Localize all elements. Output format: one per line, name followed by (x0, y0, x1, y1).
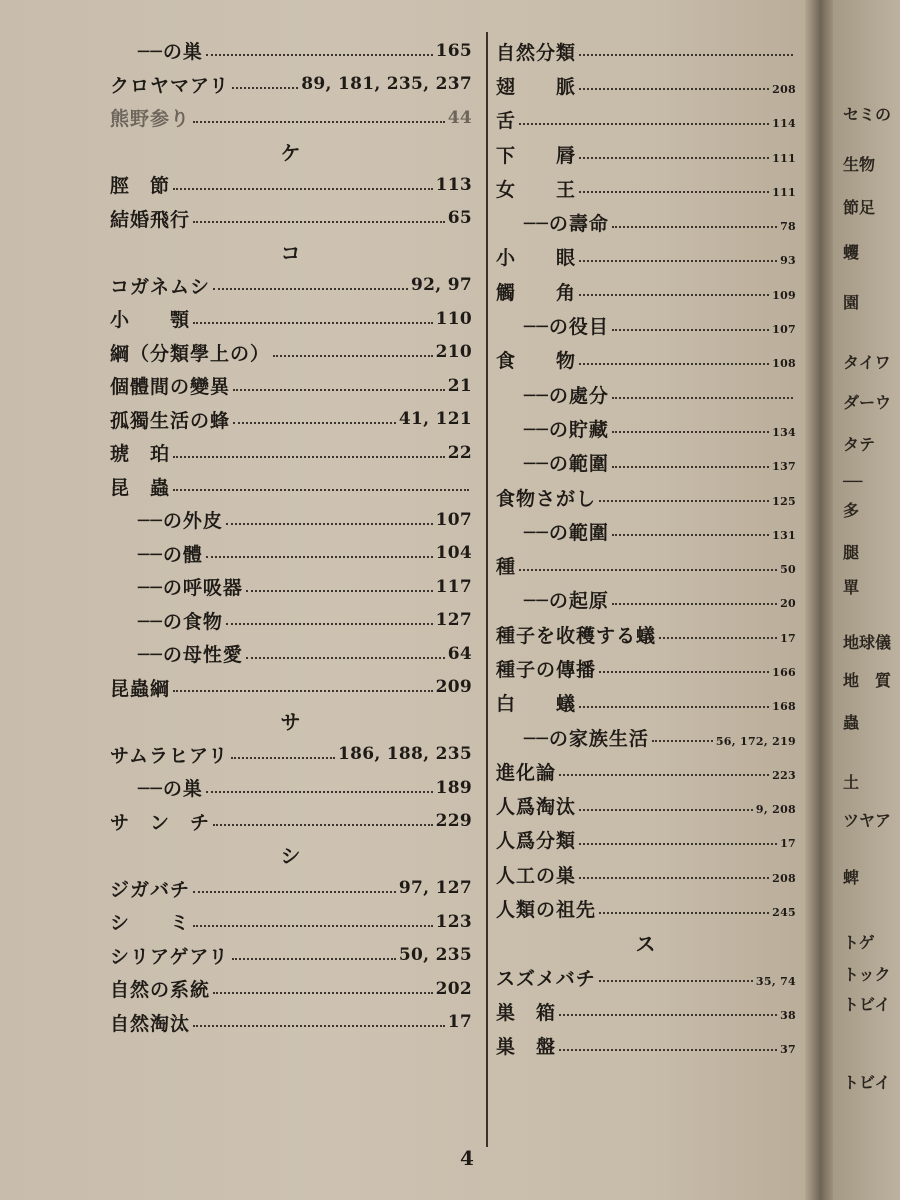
page-references: 9, 208 (755, 803, 796, 817)
leader-dots (559, 1014, 777, 1016)
book-gutter (805, 0, 833, 1200)
adjacent-page-fragment: ツヤア (843, 811, 892, 830)
page-references: 186, 188, 235 (337, 744, 472, 765)
index-term: ──の食物 (138, 610, 223, 633)
index-term: ──の壽命 (524, 213, 609, 236)
leader-dots (579, 363, 769, 365)
page-references: 93 (780, 254, 796, 268)
page-references: 50, 235 (398, 945, 472, 966)
index-entry (110, 738, 472, 772)
page-references: 56, 172, 219 (715, 734, 796, 748)
leader-dots (612, 226, 777, 228)
adjacent-page-fragment: トビイ (843, 995, 891, 1014)
index-entry (110, 168, 472, 202)
page-references: 50 (780, 563, 796, 577)
leader-dots (231, 757, 335, 759)
index-entry (110, 34, 472, 68)
index-term: 人爲淘汰 (496, 796, 577, 819)
leader-dots (173, 188, 433, 190)
index-section-heading (496, 926, 796, 960)
index-column-middle (496, 34, 796, 1063)
index-term: ジガバチ (110, 878, 191, 901)
index-term: シリアゲアリ (110, 945, 229, 968)
page-references: 137 (772, 460, 796, 474)
index-term: 種子を收穫する蟻 (496, 624, 657, 647)
index-entry (110, 202, 472, 236)
leader-dots (213, 824, 433, 826)
page-references: 17 (447, 1012, 472, 1033)
index-entry (496, 891, 796, 925)
index-entry (110, 369, 472, 403)
page-references: 131 (772, 528, 796, 542)
section-letter: サ (280, 710, 302, 735)
leader-dots (193, 121, 445, 123)
index-entry (496, 343, 796, 377)
index-term: 綱（分類學上の） (110, 342, 271, 365)
adjacent-page-fragment: 生物 (843, 155, 876, 174)
index-entry (110, 939, 472, 973)
index-entry (110, 905, 472, 939)
index-term: 個體間の變異 (110, 376, 231, 399)
index-term: ──の處分 (524, 384, 609, 407)
page-references: 35, 74 (755, 974, 796, 988)
adjacent-page-fragment: 園 (843, 293, 860, 312)
index-entry (110, 805, 472, 839)
index-term: 熊野参り (110, 108, 191, 131)
index-entry (496, 651, 796, 685)
index-entry (496, 617, 796, 651)
index-term: ──の體 (138, 543, 203, 566)
index-entry (110, 403, 472, 437)
index-entry (496, 171, 796, 205)
index-entry (496, 548, 796, 582)
index-term: サ ン チ (110, 811, 211, 834)
index-entry (496, 754, 796, 788)
index-term: 結婚飛行 (110, 208, 191, 231)
leader-dots (599, 980, 753, 982)
page-references: 78 (780, 220, 796, 234)
adjacent-page-fragment: 地 質 (843, 671, 892, 690)
leader-dots (213, 992, 433, 994)
index-term: 女 王 (496, 178, 577, 201)
page-references: 17 (780, 631, 796, 645)
index-entry (110, 101, 472, 135)
index-term: 小 眼 (496, 247, 577, 270)
leader-dots (659, 637, 777, 639)
index-term: 孤獨生活の蜂 (110, 409, 231, 432)
index-term: 進化論 (496, 761, 557, 784)
index-entry (110, 537, 472, 571)
index-term: 昆 蟲 (110, 476, 171, 499)
index-term: 白 蟻 (496, 693, 577, 716)
page-references: 107 (435, 509, 472, 530)
page-references: 168 (772, 700, 796, 714)
page-references: 202 (435, 978, 472, 999)
index-column-left (110, 34, 472, 1039)
page-references: 134 (772, 425, 796, 439)
page-references: 127 (435, 610, 472, 631)
adjacent-page-fragment: タテ (843, 435, 876, 454)
leader-dots (579, 191, 769, 193)
index-entry (110, 68, 472, 102)
adjacent-page-fragment: 蠼 (843, 243, 860, 262)
page-references: 109 (772, 288, 796, 302)
leader-dots (579, 843, 777, 845)
adjacent-page-fragment: ── (843, 472, 863, 491)
adjacent-page-fragment: 腿 (843, 543, 860, 562)
index-term: ──の呼吸器 (138, 577, 243, 600)
index-term: 翅 脈 (496, 75, 577, 98)
adjacent-page-fragment: ダーウ (843, 393, 892, 412)
column-divider (486, 32, 488, 1147)
page-references: 17 (780, 837, 796, 851)
index-entry (496, 205, 796, 239)
page-references: 208 (772, 82, 796, 96)
index-entry (110, 436, 472, 470)
leader-dots (193, 322, 433, 324)
page-references: 165 (435, 40, 472, 61)
index-term: サムラヒアリ (110, 744, 229, 767)
index-entry (496, 686, 796, 720)
index-entry (496, 411, 796, 445)
leader-dots (579, 260, 777, 262)
index-term: 巣 箱 (496, 1001, 557, 1024)
leader-dots (579, 294, 769, 296)
leader-dots (612, 534, 769, 536)
leader-dots (612, 329, 769, 331)
leader-dots (599, 912, 769, 914)
page-references: 20 (780, 597, 796, 611)
index-term: 小 顎 (110, 309, 191, 332)
index-term: 食物さがし (496, 487, 597, 510)
page-references: 189 (435, 777, 472, 798)
leader-dots (232, 958, 396, 960)
index-entry (496, 240, 796, 274)
leader-dots (173, 456, 445, 458)
leader-dots (193, 1025, 445, 1027)
index-term: ──の起原 (524, 590, 609, 613)
section-letter: コ (280, 241, 302, 266)
leader-dots (226, 623, 433, 625)
leader-dots (559, 1049, 777, 1051)
index-term: ──の範圍 (524, 521, 609, 544)
leader-dots (233, 389, 445, 391)
page-references: 223 (772, 768, 796, 782)
page-references: 245 (772, 906, 796, 920)
adjacent-page-fragment: 地球儀 (843, 633, 892, 652)
index-entry (110, 671, 472, 705)
index-term: ──の家族生活 (524, 727, 649, 750)
adjacent-page-fragment: 單 (843, 578, 860, 597)
adjacent-page-fragment: 蜱 (843, 868, 860, 887)
leader-dots (612, 466, 769, 468)
index-term: ──の巣 (138, 778, 203, 801)
leader-dots (193, 221, 445, 223)
page-references: 110 (435, 308, 472, 329)
index-entry (496, 583, 796, 617)
index-term: ──の役目 (524, 316, 609, 339)
index-term: 食 物 (496, 350, 577, 373)
index-term: 舌 (496, 110, 517, 133)
leader-dots (206, 791, 433, 793)
leader-dots (206, 556, 433, 558)
index-entry (496, 308, 796, 342)
index-term: 人類の祖先 (496, 899, 597, 922)
page-references: 104 (435, 543, 472, 564)
page-references: 114 (772, 117, 796, 131)
index-entry (110, 336, 472, 370)
leader-dots (599, 500, 769, 502)
index-entry (110, 470, 472, 504)
index-term: 自然の系統 (110, 979, 211, 1002)
page-references: 166 (772, 665, 796, 679)
adjacent-page-fragment: 節足 (843, 198, 876, 217)
index-term: 下 脣 (496, 144, 577, 167)
leader-dots (213, 288, 408, 290)
leader-dots (233, 422, 396, 424)
leader-dots (206, 54, 433, 56)
index-entry (496, 789, 796, 823)
leader-dots (193, 891, 396, 893)
index-section-heading (110, 235, 472, 269)
index-term: 人爲分類 (496, 830, 577, 853)
page-references: 209 (435, 677, 472, 698)
index-entry (496, 823, 796, 857)
index-entry (496, 274, 796, 308)
index-entry (110, 771, 472, 805)
leader-dots (612, 603, 777, 605)
index-term: 脛 節 (110, 175, 171, 198)
leader-dots (232, 87, 298, 89)
leader-dots (519, 123, 769, 125)
index-entry (496, 480, 796, 514)
index-term: ──の貯藏 (524, 418, 609, 441)
index-term: クロヤマアリ (110, 74, 230, 97)
index-term: 自然分類 (496, 41, 577, 64)
page-references: 113 (435, 174, 472, 195)
index-term: 琥 珀 (110, 443, 171, 466)
index-entry (496, 34, 796, 68)
index-entry (496, 994, 796, 1028)
index-entry (496, 137, 796, 171)
section-letter: ケ (280, 140, 302, 165)
index-term: 昆蟲綱 (110, 677, 171, 700)
leader-dots (226, 523, 433, 525)
index-term: ──の外皮 (138, 510, 223, 533)
page-references: 125 (772, 494, 796, 508)
index-entry (496, 960, 796, 994)
section-letter: ス (635, 932, 657, 957)
page-references: 97, 127 (398, 878, 472, 899)
index-term: 種子の傳播 (496, 658, 597, 681)
leader-dots (193, 925, 433, 927)
index-term: 種 (496, 556, 517, 579)
index-term: 自然淘汰 (110, 1012, 191, 1035)
leader-dots (559, 774, 769, 776)
index-entry (110, 1006, 472, 1040)
page-references: 108 (772, 357, 796, 371)
index-section-heading (110, 135, 472, 169)
index-entry (110, 604, 472, 638)
index-section-heading (110, 704, 472, 738)
index-entry (496, 514, 796, 548)
page-references: 107 (772, 323, 796, 337)
index-term: コガネムシ (110, 275, 211, 298)
leader-dots (579, 88, 769, 90)
page-references: 21 (447, 375, 472, 396)
page-references: 38 (780, 1008, 796, 1022)
index-entry (496, 377, 796, 411)
page-references: 37 (780, 1043, 796, 1057)
leader-dots (579, 54, 793, 56)
leader-dots (246, 590, 433, 592)
index-entry (496, 1029, 796, 1063)
page-references: 65 (447, 208, 472, 229)
leader-dots (612, 397, 793, 399)
leader-dots (173, 489, 469, 491)
index-term: ──の範圍 (524, 453, 609, 476)
adjacent-page-fragment: トック (843, 965, 891, 984)
index-entry (110, 503, 472, 537)
index-entry (110, 269, 472, 303)
leader-dots (599, 671, 769, 673)
adjacent-page-fragment: タイワ (843, 353, 891, 372)
leader-dots (579, 157, 769, 159)
leader-dots (579, 877, 769, 879)
index-section-heading (110, 838, 472, 872)
adjacent-page-fragment: セミの (843, 105, 892, 124)
index-term: ──の母性愛 (138, 644, 243, 667)
page-references: 210 (435, 342, 472, 363)
adjacent-page-fragment: 土 (843, 773, 860, 792)
page-references: 111 (772, 185, 796, 199)
index-entry (496, 720, 796, 754)
leader-dots (273, 355, 433, 357)
page-number: 4 (460, 1146, 474, 1170)
index-term: 觸 角 (496, 281, 577, 304)
index-entry (496, 103, 796, 137)
leader-dots (612, 431, 769, 433)
page-references: 123 (435, 911, 472, 932)
index-entry (110, 972, 472, 1006)
index-entry (110, 637, 472, 671)
page-references: 111 (772, 151, 796, 165)
section-letter: シ (280, 844, 302, 869)
page-references: 64 (447, 643, 472, 664)
adjacent-page-fragment: トビイ (843, 1073, 891, 1092)
index-entry (496, 68, 796, 102)
page-references: 208 (772, 871, 796, 885)
page-references: 229 (435, 811, 472, 832)
page-references: 89, 181, 235, 237 (301, 74, 472, 95)
index-entry (110, 302, 472, 336)
index-term: シ ミ (110, 912, 191, 935)
index-entry (496, 446, 796, 480)
index-term: スズメバチ (496, 967, 596, 990)
page-references: 44 (447, 107, 472, 128)
page-references: 41, 121 (398, 409, 472, 430)
adjacent-page-fragment: 多 (843, 501, 860, 520)
index-entry (110, 872, 472, 906)
page-references: 92, 97 (411, 275, 472, 296)
index-term: 巣 盤 (496, 1036, 557, 1059)
adjacent-page (833, 0, 900, 1200)
adjacent-page-fragment: 蟲 (843, 713, 860, 732)
page-references: 117 (435, 576, 472, 597)
leader-dots (173, 690, 433, 692)
index-term: 人工の巣 (496, 864, 577, 887)
page-references: 22 (447, 442, 472, 463)
index-entry (110, 570, 472, 604)
leader-dots (579, 706, 769, 708)
leader-dots (519, 569, 777, 571)
leader-dots (246, 657, 445, 659)
leader-dots (652, 740, 713, 742)
adjacent-page-fragment: トゲ (843, 933, 875, 952)
index-entry (496, 857, 796, 891)
leader-dots (579, 809, 753, 811)
index-term: ──の巣 (138, 41, 203, 64)
